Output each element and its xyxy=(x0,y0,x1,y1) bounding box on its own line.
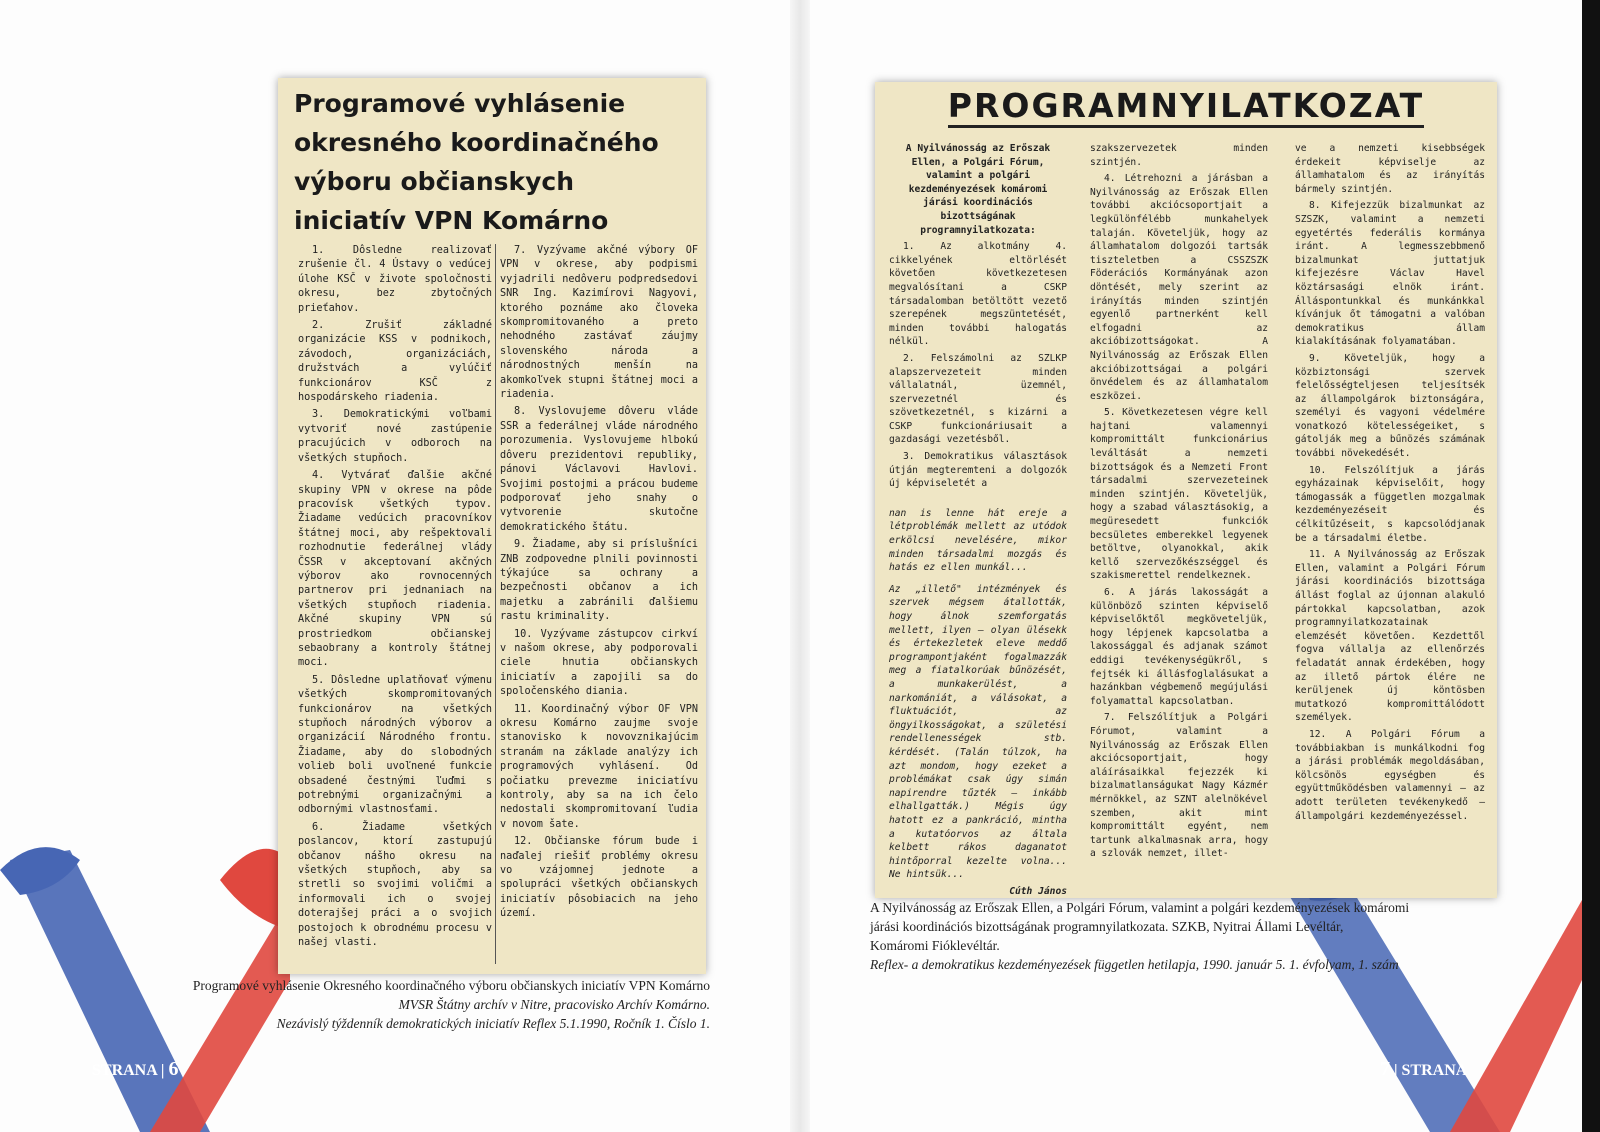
right-italic-1: nan is lenne hát ereje a létproblémák mellett az utódok erkölcsi nevelésére, mikor minden társadalmi mozgás és hatás ez ellen munkál... xyxy=(889,507,1067,574)
left-item-3: 3. Demokratickými voľbami vytvoriť nové zastúpenie pracujúcich v odboroch na všetkých stupňoch. xyxy=(298,409,492,464)
right-column-2 xyxy=(1090,142,1268,864)
left-item-4: 4. Vytvárať ďalšie akčné skupiny VPN v okrese na pôde pracovísk všetkých typov. Žiadame vedúcich pracovníkov štátnej moci, aby rešpektovali rozhodnutie federálnej vlády ČSSR v akceptovaní akčných výborov ako rovnocenných partnerov pri jednaniach na všetkých stupňoch riadenia. Akčné skupiny VPN sú prostriedkom občianskej sebaobrany a kontroly štátnej moci. xyxy=(298,470,492,669)
right-column-1 xyxy=(889,142,1067,898)
left-caption-title: Programové vyhlásenie Okresného koordinačného výboru občianskych iniciatív VPN Komárno xyxy=(192,978,710,993)
right-caption-publication: Reflex- a demokratikus kezdeményezések független hetilapja, 1990. január 5. 1. évfolyam, 1. szám xyxy=(870,957,1399,972)
right-headline xyxy=(875,86,1497,125)
right-item-4: 4. Létrehozni a járásban a Nyilvánosság az Erőszak Ellen további akciócsoportjait a legkülönfélébb munkahelyek talaján. Követeljük, hogy az államhatalom dolgozói tartsák tiszteletben a CSSZSZK Föderációs Kormányának azon döntését, mely szerint az irányítás minden szintjén egyenlő partnerként kell elfogadni az akcióbizottságokat. A Nyilvánosság az Erőszak Ellen akcióbizottságai a polgári önvédelem és az államhatalom eszközei. xyxy=(1090,173,1268,402)
left-item-1: 1. Dôsledne realizovať zrušenie čl. 4 Ústavy o vedúcej úlohe KSČ v živote spoločnosti okresu, bez zbytočných prieťahov. xyxy=(298,245,492,314)
right-italic-2: Az „illető" intézmények és szervek mégsem átallották, hogy álnok szemforgatás mellett, ilyen — olyan ülésekk és értekezletek eleve meddő programpontjaként fogalmazzák meg a fiatalkorúak bűnözését, a munkakerülést, a narkomániát, a válásokat, a fluktuációt, az öngyilkosságokat, a születési rendellenességek stb. kérdését. (Talán túlzok, ha azt mondom, hogy ezeket a problémákat csak úgy simán napirendre tűzték — inkább elhallgatták.) Mégis úgy hatott ez a pankráció, mintha a kutatóorvos az általa kelbett rákos daganatot hintőporral kezelte volna... Ne hintsük... xyxy=(889,583,1067,881)
right-item-7-cont: ve a nemzeti kisebbségek érdekeit képviselje az államhatalom és az irányítás bármely szintjén. xyxy=(1295,143,1485,195)
right-item-2: 2. Felszámolni az SZLKP alapszervezeteit minden vállalatnál, üzemnél, szervezetnél és szövetkezetnél, s kizárni a CSKP funkcionáriusait a gazdasági vezetésből. xyxy=(889,352,1067,446)
right-item-12: 12. A Polgári Fórum a továbbiakban is munkálkodni fog a járási problémák megoldásában, kölcsönös egységben és együttműködésben valamennyi — az adott területen tevékenykedő — állampolgári kezdeményezéssel. xyxy=(1295,728,1485,822)
left-item-9: 9. Žiadame, aby si príslušníci ZNB zodpovedne plnili povinnosti týkajúce sa ochrany a bezpečnosti občanov a ich majetku a zabránili ďalšiemu rastu kriminality. xyxy=(500,539,699,623)
left-page-folio: STRANA | 6 xyxy=(92,1058,179,1080)
right-column-3 xyxy=(1295,142,1485,826)
right-item-6: 6. A járás lakosságát a különböző szinten képviselő képviselőktől megköveteljük, hogy lépjenek kapcsolatba a lakossággal és adjanak számot eddigi tevékenységükről, s fejtsék ki állásfoglalásukat a hazánkban végbemenő megújulási folyamattal kapcsolatban. xyxy=(1090,587,1268,707)
right-folio-label: STRANA xyxy=(1401,1062,1468,1079)
left-item-5: 5. Dôsledne uplatňovať výmenu všetkých skompromitovaných funkcionárov na všetkých stupňoch národných výborov a organizácií Národného frontu. Žiadame, aby do slobodných volieb boli uvoľnené funkcie obsadené čestnými ľuďmi s potrebnými organizačnými a odbornými vlastnosťami. xyxy=(298,674,492,816)
right-item-10: 10. Felszólítjuk a járás egyházainak képviselőit, hogy támogassák a független mozgalmak kezdeményezéseit és célkitűzéseit, s kapcsolódjanak be a társadalmi életbe. xyxy=(1295,464,1485,544)
left-item-10: 10. Vyzývame zástupcov cirkví v našom okrese, aby podporovali ciele hnutia občianskych iniciatív a zapojili sa do spoločenského diania. xyxy=(500,628,698,698)
left-folio-label: STRANA xyxy=(92,1062,157,1079)
left-item-12: 12. Občianske fórum bude i naďalej riešiť problémy okresu vo vzájomnej jednote a spolupráci všetkých občianskych iniciatív pôsobiacich na jeho území. xyxy=(500,836,698,920)
right-caption xyxy=(870,898,1470,974)
left-caption-publication: Nezávislý týždenník demokratických iniciatív Reflex 5.1.1990, Ročník 1. Číslo 1. xyxy=(276,1016,710,1031)
right-page-folio: 7 | STRANA xyxy=(1380,1058,1468,1080)
right-caption-line-3: Komáromi Fióklevéltár. xyxy=(870,938,1000,953)
left-column-2 xyxy=(500,244,698,925)
right-caption-line-1: A Nyilvánosság az Erőszak Ellen, a Polgári Fórum, valamint a polgári kezdeményezések komáromi xyxy=(870,900,1410,915)
right-intro: A Nyilvánosság az Erőszak Ellen, a Polgári Fórum, valamint a polgári kezdeményezések komáromi járási koordinációs bizottságának programnyilatkozata: xyxy=(905,143,1051,236)
right-item-9: 9. Követeljük, hogy a közbiztonsági szervek felelősségteljesen teljesítsék az állampolgárok biztonságára, személyi és vagyoni védelmére vonatkozó kötelességeiket, s gátolják meg a bűnözés számának további növekedését. xyxy=(1295,352,1485,460)
left-item-11: 11. Koordinačný výbor OF VPN okresu Komárno zaujme svoje stanovisko k novovznikajúcim stranám na základe analýzy ich programových vyhlásení. Od počiatku prevezme iniciatívu kontroly, aby sa na ich čelo nedostali skompromitovaní ľudia v novom šate. xyxy=(500,703,698,830)
right-caption-line-2: járási koordinációs bizottságának programnyilatkozata. SZKB, Nyitrai Állami Levéltár, xyxy=(870,919,1344,934)
page-edge xyxy=(1582,0,1600,1132)
left-item-8: 8. Vyslovujeme dôveru vláde SSR a federálnej vláde národného porozumenia. Vyslovujeme hlbokú dôveru prezidentovi republiky, pánovi Václavovi Havlovi. Svojimi postojmi a prácou budeme podporovať jeho snahy o vytvorenie skutočne demokratického štátu. xyxy=(500,406,698,533)
left-item-7: 7. Vyzývame akčné výbory OF VPN v okrese, aby podpismi vyjadrili nedôveru podpredsedovi SNR Ing. Kazimírovi Nagyovi, ktorého poznáme ako človeka skompromitovaného a preto nehodného zastávať záujmy slovenského národa a národnostných menšín na akomkoľvek stupni štátnej moci a riadenia. xyxy=(500,245,698,401)
right-item-8: 8. Kifejezzük bizalmunkat az SZSZK, valamint a nemzeti egyetértés federális kormánya iránt. A legmesszebbmenő bizalmunkat juttatjuk kifejezésre Václav Havel köztársasági elnök iránt. Álláspontunkkal és munkánkkal kívánjuk őt támogatni a valóban demokratikus állam kialakításának folyamatában. xyxy=(1295,200,1485,348)
right-item-11: 11. A Nyilvánosság az Erőszak Ellen, valamint a Polgári Fórum járási koordinációs bizottsága állást foglal az újonnan alakuló pártokkal kapcsolatban, azok programnyilatkozatainak elemzését követően. Kezdettől fogva vállalja az ellenőrzés feladatát annak érdekében, hogy az illető pártok élére ne kerüljenek új köntösben mutatkozó kompromittálódott személyek. xyxy=(1295,549,1485,724)
right-page-number: 7 xyxy=(1380,1058,1390,1080)
right-item-7: 7. Felszólítjuk a Polgári Fórumot, valamint a Nyilvánosság az Erőszak Ellen akciócsoportjait, hogy aláírásaikkal fejezzék ki bizalmatlanságukat Nagy Kázmér mérnökkel, az SZNT alelnökével szemben, akit mint kompromittált egyént, nem tartunk alkalmasnak arra, hogy a szlovák nemzet, illet- xyxy=(1090,712,1268,860)
center-gutter xyxy=(790,0,810,1132)
left-column-1 xyxy=(298,244,492,954)
right-item-1: 1. Az alkotmány 4. cikkelyének eltörlését követően következetesen megvalósítani a CSKP társadalomban betöltött vezető szerepének megszüntetését, minden további halogatás nélkül. xyxy=(889,241,1067,348)
right-newspaper-clipping xyxy=(875,82,1497,898)
right-item-5: 5. Következetesen végre kell hajtani valamennyi kompromittált funkcionárius leváltását a nemzeti bizottságok és a Nemzeti Front társadalmi szervezeteinek minden szintjén. Követeljük, hogy a szabad választásokig, a megüresedett funkciók becsületes emberekkel legyenek betöltve, olyanokkal, akik kellő szervezőkészséggel és szakismerettel rendelkeznek. xyxy=(1090,407,1268,582)
right-signature: Cúth János xyxy=(1009,885,1067,897)
left-page-number: 6 xyxy=(168,1058,179,1080)
left-item-2: 2. Zrušiť základné organizácie KSS v podnikoch, závodoch, organizáciách, družstvách a vylúčiť funkcionárov KSČ z hospodárskeho riadenia. xyxy=(298,320,492,404)
column-rule xyxy=(495,244,496,964)
left-headline: Programové vyhlásenie okresného koordinačného výboru občianskych iniciatív VPN Komárno xyxy=(294,89,659,235)
right-item-3-cont: szakszervezetek minden szintjén. xyxy=(1090,143,1268,168)
right-headline-text: PROGRAMNYILATKOZAT xyxy=(948,86,1424,128)
left-newspaper-clipping xyxy=(278,78,706,974)
left-item-6: 6. Žiadame všetkých poslancov, ktorí zastupujú občanov nášho okresu na všetkých stupňoch, aby sa stretli so svojimi voličmi a informovali ich o svojej doterajšej práci a o svojich postojoch k obrodnému procesu v našej vlasti. xyxy=(298,821,492,949)
left-caption-source: MVSR Štátny archív v Nitre, pracovisko Archív Komárno. xyxy=(398,997,710,1012)
left-caption xyxy=(120,976,710,1033)
right-item-3: 3. Demokratikus választások útján megteremteni a dolgozók új képviseletét a xyxy=(889,451,1067,490)
